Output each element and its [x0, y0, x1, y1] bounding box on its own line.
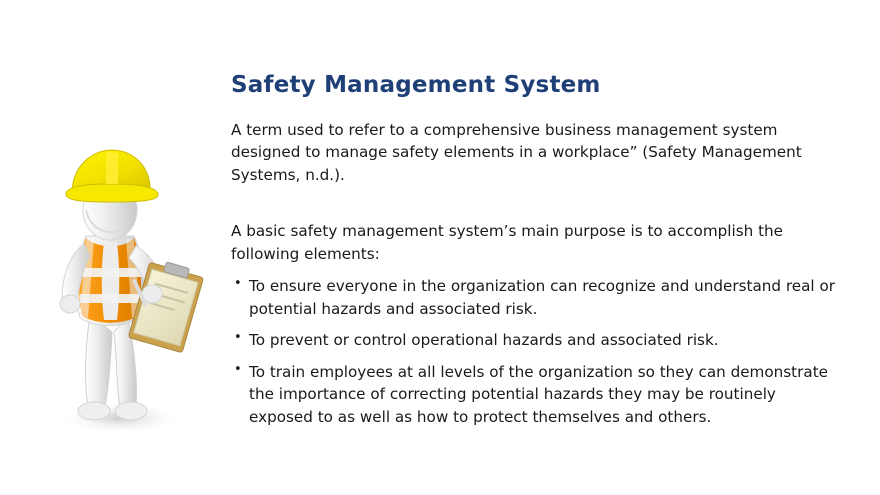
elements-bullet-list	[231, 275, 841, 428]
list-item: • To train employees at all levels of the organization so they can demonstrate the importance of correcting potential hazards they may be routinely exposed to as well as how to protect themselves and others.	[231, 361, 841, 429]
page-title: Safety Management System	[231, 72, 601, 98]
slide-content	[231, 72, 841, 437]
list-item: • To ensure everyone in the organization can recognize and understand real or potential hazards and associated risk.	[231, 275, 841, 320]
definition-paragraph: A term used to refer to a comprehensive business management system designed to manage safety elements in a workplace” (Safety Management Systems, n.d.).	[231, 120, 802, 184]
purpose-intro-paragraph: A basic safety management system’s main purpose is to accomplish the following elements:	[231, 222, 783, 263]
list-item: • To prevent or control operational hazards and associated risk.	[231, 329, 841, 352]
worker-with-clipboard-illustration	[28, 118, 213, 438]
